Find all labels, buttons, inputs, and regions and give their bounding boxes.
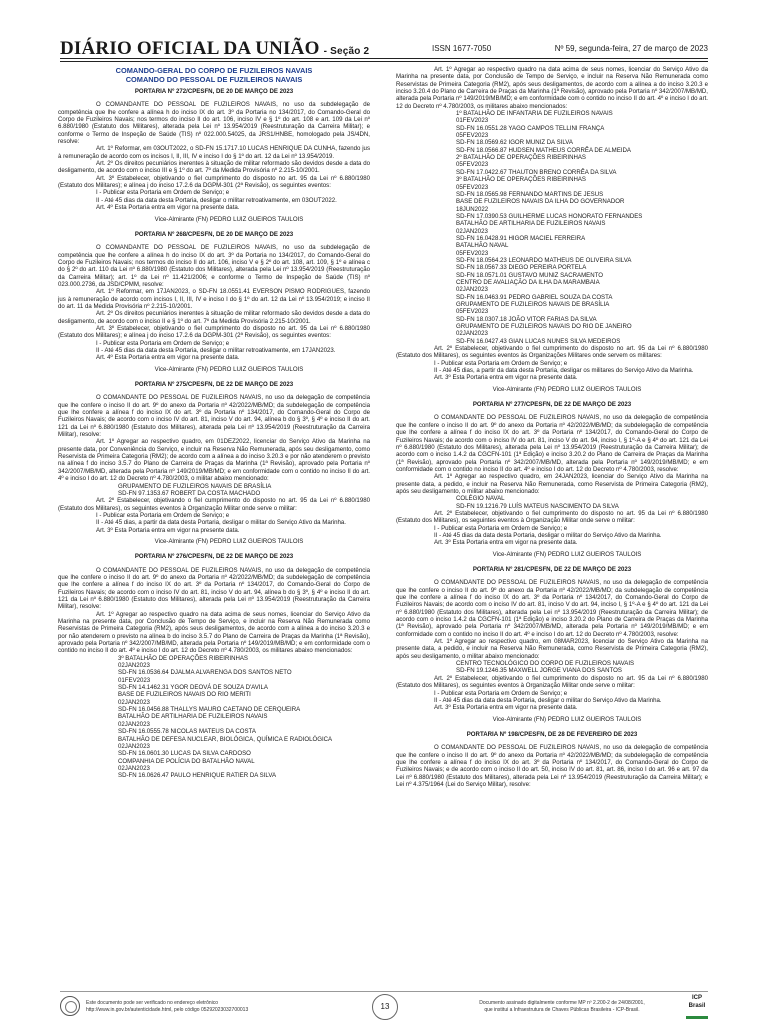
portaria-paragraph: I - Publicar esta Portaria em Ordem de Serviço; e <box>434 359 568 367</box>
portaria-paragraph: Art. 1º Reformar, em 03OUT2022, o SD-FN 15.1717.10 LUCAS HENRIQUE DA CUNHA, fazendo jus à remuneração de acordo com os incisos I, II, III, IV e inciso I do § 1º do art. 12 da Lei nº 13.954/2019. <box>58 145 370 160</box>
portaria-paragraph: Art. 1º Agregar ao respectivo quadro na data acima de seus nomes, licenciar do Serviço Ativo da Marinha na presente data, por Conclusão de Tempo de Serviço, e incluir na Reserva Não Remunerada como Reservistas de Primeira Categoria (RM2), após seus desligamentos, de acordo com a alínea a do inciso 3.20.3 e por não atenderem o previsto na alínea b do inciso 3.5.7 do Plano de Carreira de Praças da Marinha (1ª Revisão), aprovado pela Portaria nº 342/2007/MB/MD, alterada pela Portaria nº 149/2019/MB/MD; e em conformidade com o contido no inciso II do art. 4º e inciso I do art. 12 do Decreto nº 4.780/2003, os militares abaixo mencionados: <box>58 610 370 655</box>
portaria-paragraph: Art. 3º Esta Portaria entra em vigor na presente data. <box>434 704 578 712</box>
portaria-paragraph: II - Até 45 dias da data desta Portaria, desligar o militar retroativamente, em 17JAN2023. <box>96 347 336 354</box>
portaria-paragraph: SD-FN 19.1246.35 MAXWELL JORGE VIANA DOS SANTOS <box>456 667 622 675</box>
list-item: 05FEV2023 <box>456 183 489 191</box>
portaria-paragraph: Art. 2º Estabelecer, objetivando o fiel cumprimento do disposto no art. 95 da Lei nº 6.880/1980 (Estatuto dos Militares), os seguintes eventos à Organização Militar onde serve o militar: <box>58 497 370 512</box>
list-item: SD-FN 17.0390.53 GUILHERME LUCAS HONORATO FERNANDES <box>456 212 643 220</box>
page-number: 13 <box>372 994 398 1020</box>
signature-note-line: Documento assinado digitalmente conforme MP nº 2.200-2 de 24/08/2001, <box>479 1000 645 1006</box>
masthead-rule-thin <box>60 61 708 62</box>
portaria-paragraph: SD-FN 16.0626.47 PAULO HENRIQUE RATIER DA SILVA <box>118 772 277 780</box>
signature: Vice-Almirante (FN) PEDRO LUIZ GUEIROS TAULOIS <box>154 537 304 545</box>
left-column <box>58 66 370 996</box>
icp-logo-bar <box>686 1016 708 1019</box>
list-item: 02JAN2023 <box>456 227 488 235</box>
list-item: BATALHÃO DE ARTILHARIA DE FUZILEIROS NAVAIS <box>456 220 606 228</box>
signature: Vice-Almirante (FN) PEDRO LUIZ GUEIROS TAULOIS <box>154 215 304 223</box>
portaria-paragraph: II - Até 45 dias, a partir da data desta Portaria, desligar o militar do Serviço Ativo da Marinha. <box>96 519 346 527</box>
portaria-paragraph: Art. 1º Agregar ao respectivo quadro na data acima de seus nomes, licenciar do Serviço Ativo da Marinha na presente data, por Conclusão de Tempo de Serviço, e incluir na Reserva Não Remunerada como Reservistas de Primeira Categoria (RM2), após seus desligamentos, de acordo com a alínea a do inciso 3.20.3 e inciso 3.20.4 do Plano de Carreira de Praças da Marinha (1ª Revisão), aprovado pela Portaria nº 342/2007/MB/MD, alterada pela Portaria nº 149/2019/MB/MD; e em conformidade com o contido no inciso II do art. 4º e inciso I do art. 12 do Decreto nº 4.780/2003, os militares abaixo mencionados: <box>396 66 708 110</box>
portaria-paragraph: I - Publicar esta Portaria em Ordem de Serviço; e <box>96 511 230 519</box>
list-item: 05FEV2023 <box>456 249 489 257</box>
list-item: SD-FN 16.0551.28 YAGO CAMPOS TELLINI FRANÇA <box>456 124 605 132</box>
portaria-paragraph: II - Até 45 dias da data desta Portaria, desligar o militar do Serviço Ativo da Marinha. <box>434 531 662 539</box>
list-item: CENTRO DE AVALIAÇÃO DA ILHA DA MARAMBAIA <box>456 278 600 286</box>
portaria-paragraph: Art. 3º Estabelecer, objetivando o fiel cumprimento do disposto no art. 95 da Lei nº 6.880/1980 (Estatuto dos Militares); e alínea j do inciso 17.2.6 da DGPM-301 (2ª Revisão), os seguintes eventos: <box>58 174 370 190</box>
footer <box>60 994 708 1022</box>
list-item: 05FEV2023 <box>456 132 489 140</box>
portaria-paragraph: SD-FN 14.1462.31 YGOR DEOVÁ DE SOUZA D'AVILA <box>118 684 268 692</box>
continuation-closing <box>396 345 708 382</box>
portaria-paragraph: Art. 1º Agregar ao respectivo quadro, em 24JAN2023, licenciar do Serviço Ativo da Marinha na presente data, a pedido, e incluir na Reserva Não Remunerada, como Reservista de Primeira Categoria (RM2), após seu desligamento, o militar abaixo mencionado: <box>396 473 708 495</box>
portaria-paragraph: I - Publicar esta Portaria em Ordem de Serviço; e <box>434 689 568 697</box>
portaria-paragraph: O COMANDANTE DO PESSOAL DE FUZILEIROS NAVAIS, no uso da subdelegação de competência que lhe confere a alínea h do inciso IX do art. 3º da Portaria no 134/2017, do Comando-Geral do Corpo de Fuzileiros Navais; nos termos do inciso II do art. 106, inciso V e § 2º do art. 108, art. 109, § 1º e alínea c do § 2º do art. 110 da Lei nº 6.880/1980 (Estatuto dos Militares), alterada pela Lei nº 13.954/2019 (Reestruturação da Carreira Militar); art. 1º da Lei nº 11.421/2006; e conforme o Termo de Inspeção de Saúde (TIS) nº 023.000.2736, da JSD/CPMM, resolve: <box>58 244 370 288</box>
portaria-paragraph: 02JAN2023 <box>118 720 150 728</box>
signature: Vice-Almirante (FN) PEDRO LUIZ GUEIROS TAULOIS <box>154 365 304 373</box>
list-item: 02JAN2023 <box>456 286 488 294</box>
portaria-paragraph: GRUPAMENTO DE FUZILEIROS NAVAIS DE BRASÍLIA <box>118 482 272 490</box>
portaria-paragraph: COMPANHIA DE POLÍCIA DO BATALHÃO NAVAL <box>118 757 255 765</box>
icp-brasil-logo-icon <box>686 994 708 1020</box>
issn: ISSN 1677-7050 <box>432 44 492 53</box>
verification-line: Este documento pode ser verificado no endereço eletrônico <box>86 1000 219 1006</box>
footer-rule <box>60 991 708 992</box>
portaria-heading: PORTARIA Nº 272/CPESFN, DE 20 DE MARÇO DE 2023 <box>134 88 294 95</box>
list-item: SD-FN 16.0428.91 HIGOR MACIEL FERREIRA <box>456 234 586 242</box>
list-item: 01FEV2023 <box>456 117 489 125</box>
portaria-paragraph: Art. 3º Esta Portaria entra em vigor na presente data. <box>434 374 578 382</box>
org-subname: COMANDO DO PESSOAL DE FUZILEIROS NAVAIS <box>125 75 303 84</box>
portaria-paragraph: Art. 1º Reformar, em 17JAN2023, o SD-FN 18.0551.41 EVERSON PISMO RODRIGUES, fazendo jus à remuneração de acordo com incisos I, II, III, IV e inciso I do § 1º do art. 12 da Lei nº 13.954/2019; e inciso II do art. 11 da Medida Provisória nº 2.215-10/2001. <box>58 288 370 310</box>
edition-date: Nº 59, segunda-feira, 27 de março de 2023 <box>554 44 708 53</box>
portaria-paragraph: SD-FN 19.1216.79 LUÍS MATEUS NASCIMENTO DA SILVA <box>456 502 619 510</box>
portaria-paragraph: Art. 4º Esta Portaria entra em vigor na presente data. <box>96 354 240 362</box>
portaria-paragraph: II - Até 45 dias, a partir da data desta Portaria, desligar os militares do Serviço Ativo da Marinha. <box>434 367 694 375</box>
portaria-paragraph: SD-FN 97.1353.67 ROBERT DA COSTA MACHADO <box>118 489 261 497</box>
portaria-paragraph: BASE DE FUZILEIROS NAVAIS DO RIO MERITI <box>118 691 251 699</box>
coat-of-arms-icon <box>60 996 80 1016</box>
portaria-paragraph: 3º BATALHÃO DE OPERAÇÕES RIBEIRINHAS <box>118 654 249 662</box>
list-item: 1º BATALHÃO DE INFANTARIA DE FUZILEIROS NAVAIS <box>456 110 613 118</box>
gazette-name: DIÁRIO OFICIAL DA UNIÃO <box>60 38 320 59</box>
portaria-paragraph: Art. 2º Estabelecer, objetivando o fiel cumprimento do disposto no art. 95 da Lei nº 6.880/1980 (Estatuto dos Militares), os seguintes eventos à Organização Militar onde serve o militar: <box>396 509 708 525</box>
list-item: 2º BATALHÃO DE OPERAÇÕES RIBEIRINHAS <box>456 154 587 162</box>
left-portarias <box>58 88 370 780</box>
portaria-paragraph: O COMANDANTE DO PESSOAL DE FUZILEIROS NAVAIS, no uso da delegação de competência que lhe confere o inciso II do art. 9º do anexo da Portaria nº 42/2022/MB/MD; da subdelegação de competência que lhe confere a alínea f do inciso IX do art. 3º da Portaria nº 134/2017, do Comando-Geral do Corpo de Fuzileiros Navais; de acordo com o inciso IV do art. 81, inciso V do art. 94, alínea b do § 3º, § 4º e inciso II do art. 121 da Lei nº 6.880/1980 (Estatuto dos Militares), alterada pela Lei nº 13.954/2019 (Reestruturação da Carreira Militar), resolve: <box>58 394 370 439</box>
portaria-paragraph: 01FEV2023 <box>118 676 151 684</box>
portaria-paragraph: 02JAN2023 <box>118 742 150 750</box>
signature-note <box>452 1000 672 1014</box>
list-item: SD-FN 18.0307.18 JOÃO VITOR FARIAS DA SILVA <box>456 315 597 323</box>
portaria-paragraph: SD-FN 16.0536.64 DJALMA ALVARENGA DOS SANTOS NETO <box>118 669 292 677</box>
portaria-paragraph: Art. 2º Estabelecer, objetivando o fiel cumprimento do disposto no art. 95 da Lei nº 6.880/1980 (Estatuto dos Militares), os seguintes eventos às Organizações Militares onde servem os militares: <box>396 345 708 360</box>
list-item: SD-FN 18.0567.33 DIEGO PEREIRA PORTELA <box>456 264 587 272</box>
portaria-paragraph: CENTRO TECNOLÓGICO DO CORPO DE FUZILEIROS NAVAIS <box>456 660 635 668</box>
portaria-heading: PORTARIA Nº 281/CPESFN, DE 22 DE MARÇO DE 2023 <box>472 566 632 573</box>
portaria-paragraph: SD-FN 16.0456.88 THALLYS MAURO CAETANO DE CERQUEIRA <box>118 706 301 714</box>
portaria-paragraph: Art. 4º Esta Portaria entra em vigor na presente data. <box>96 204 240 212</box>
continuation-intro <box>396 66 708 110</box>
portaria-paragraph: Art. 3º Esta Portaria entra em vigor na presente data. <box>96 526 240 534</box>
continuation-list <box>396 110 708 345</box>
list-item: SD-FN 18.0571.01 GUSTAVO MUNIZ SACRAMENTO <box>456 271 603 279</box>
list-item: 02JAN2023 <box>456 330 488 338</box>
portaria-paragraph: I - Publicar esta Portaria em Ordem de Serviço; e <box>96 189 230 197</box>
portaria-paragraph: 02JAN2023 <box>118 662 150 670</box>
list-item: SD-FN 16.0463.91 PEDRO GABRIEL SOUZA DA COSTA <box>456 293 613 301</box>
list-item: 18JUN2022 <box>456 205 489 213</box>
section-label: - Seção 2 <box>323 46 370 57</box>
org-header <box>58 66 370 84</box>
portaria-paragraph: O COMANDANTE DO PESSOAL DE FUZILEIROS NAVAIS, no uso da subdelegação de competência que lhe confere a alínea h do inciso IX do art. 3º da Portaria no 134/2017, do Comando-Geral do Corpo de Fuzileiros Navais; nos termos do inciso II do art. 106, inciso IV e § 1º do art. 108 e art. 109 da Lei nº 6.880/1980 (Estatuto dos Militares), alterada pela Lei nº 13.954/2019 (Reestruturação da Carreira Militar); e conforme o Termo de Inspeção de Saúde (TIS) nº 022.000.54025, da JRS1/HNBE, homologado pela JS/4DN, resolve: <box>58 101 370 146</box>
list-item: BASE DE FUZILEIROS NAVAIS DA ILHA DO GOVERNADOR <box>456 198 625 206</box>
right-column <box>396 66 708 996</box>
portaria-paragraph: II - Até 45 dias da data desta Portaria, desligar o militar do Serviço Ativo da Marinha. <box>434 696 662 704</box>
portaria-heading: PORTARIA Nº 198/CPESFN, DE 28 DE FEVEREIRO DE 2023 <box>466 730 638 738</box>
portaria-heading: PORTARIA Nº 276/CPESFN, DE 22 DE MARÇO DE 2023 <box>134 553 294 561</box>
portaria-paragraph: O COMANDANTE DO PESSOAL DE FUZILEIROS NAVAIS, no uso da delegação de competência que lhe confere o inciso II do art. 9º do anexo da Portaria nº 42/2022/MB/MD; da subdelegação de competência que lhe confere a alínea f do inciso IX do art. 3º da Portaria nº 134/2017, do Comando-Geral do Corpo de Fuzileiros Navais; de acordo com o inciso IV do art. 81, inciso V do art. 94, inciso I, § 1º-A e § 4º do art. 121 da Lei nº 6.880/1980 (Estatuto dos Militares), alterada pela Lei nº 13.954/2019 (Reestruturação da Carreira Militar); de acordo com o inciso 1.4.2 da CGCFN-101 (1ª Edição) e inciso 3.20.2 do Plano de Carreira de Praças da Marinha (1ª Revisão), aprovado pela Portaria nº 342/2007/MB/MD, alterada pela Portaria nº 149/2019/MB/MD; e em conformidade com o contido no inciso II do art. 4º e inciso I do art. 12 do Decreto nº 4.780/2003, resolve: <box>396 414 708 473</box>
portaria-paragraph: Art. 1º Agregar ao respectivo quadro, em 08MAR2023, licenciar do Serviço Ativo da Marinha na presente data, a pedido, e incluir na Reserva Não Remunerada, como Reservista de Primeira Categoria (RM2), após seu desligamento, o militar abaixo mencionado: <box>396 638 708 660</box>
signature-note-line: que institui a Infraestrutura de Chaves Públicas Brasileira - ICP-Brasil. <box>484 1007 640 1013</box>
portaria-paragraph: SD-FN 16.0601.30 LUCAS DA SILVA CARDOSO <box>118 750 251 758</box>
portaria-paragraph: Art. 2º Os direitos pecuniários inerentes à situação de militar reformado são devidos desde a data do desligamento, de acordo com o inciso II e § 1º do art. 7º da Medida Provisória 2.215-10/2001. <box>58 310 370 325</box>
gazette-title <box>60 38 369 60</box>
list-item: GRUPAMENTO DE FUZILEIROS NAVAIS DE BRASÍLIA <box>456 301 610 308</box>
portaria-paragraph: COLÉGIO NAVAL <box>456 495 505 503</box>
list-item: SD-FN 16.0427.43 GIAN LUCAS NUNES SILVA MEDEIROS <box>456 337 621 345</box>
portaria-paragraph: II - Até 45 dias da data desta Portaria, desligar o militar retroativamente, em 03OUT2022. <box>96 196 337 204</box>
portaria-paragraph: Art. 2º Os direitos pecuniários inerentes à situação de militar reformado são devidos desde a data do desligamento, de acordo com o inciso III e § 1º do art. 7º da Medida Provisória nº 2.215-10/2001. <box>58 160 370 175</box>
list-item: SD-FN 18.0564.23 LEONARDO MATHEUS DE OLIVEIRA SILVA <box>456 256 632 264</box>
portaria-paragraph: I - Publicar esta Portaria em Ordem de Serviço; e <box>434 524 568 532</box>
portaria-paragraph: O COMANDANTE DO PESSOAL DE FUZILEIROS NAVAIS, no uso da delegação de competência que lhe confere o inciso II do art. 9º do anexo da Portaria nº 42/2022/MB/MD; da subdelegação de competência que lhe confere a alínea f do inciso IX do art. 3º da Portaria nº 134/2017, do Comando-Geral do Corpo de Fuzileiros Navais; de acordo com o inciso IV do art. 81, inciso V do art. 94, inciso I, § 1º-A e § 4º do art. 121 da Lei nº 6.880/1980 (Estatuto dos Militares), alterada pela Lei nº 13.954/2019 (Reestruturação da Carreira Militar); de acordo com o inciso 1.4.2 da CGCFN-101 (1ª Edição) e inciso 3.20.2 do Plano de Carreira de Praças da Marinha (1ª Revisão), aprovado pela Portaria nº 342/2007/MB/MD, alterada pela Portaria nº 149/2019/MB/MD; e em conformidade com o contido no inciso II do art. 4º e inciso I do art. 12 do Decreto nº 4.780/2003, resolve: <box>396 579 708 638</box>
masthead-rule <box>60 58 708 59</box>
org-name: COMANDO-GERAL DO CORPO DE FUZILEIROS NAVAIS <box>115 66 313 75</box>
portaria-paragraph: I - Publicar esta Portaria em Ordem de Serviço; e <box>96 339 230 347</box>
list-item: GRUPAMENTO DE FUZILEIROS NAVAIS DO RIO DE JANEIRO <box>456 323 632 331</box>
portaria-heading: PORTARIA Nº 275/CPESFN, DE 22 DE MARÇO DE 2023 <box>134 381 294 389</box>
verification-note <box>86 1000 248 1014</box>
signature: Vice-Almirante (FN) PEDRO LUIZ GUEIROS TAULOIS <box>492 715 642 723</box>
right-portarias <box>396 401 708 788</box>
list-item: 05FEV2023 <box>456 308 489 316</box>
list-item: 05FEV2023 <box>456 161 489 169</box>
list-item: SD-FN 18.0569.62 IGOR MUNIZ DA SILVA <box>456 139 573 147</box>
portaria-paragraph: BATALHÃO DE DEFESA NUCLEAR, BIOLÓGICA, QUÍMICA E RADIOLÓGICA <box>118 735 333 743</box>
list-item: BATALHÃO NAVAL <box>456 242 509 250</box>
portaria-paragraph: 02JAN2023 <box>118 764 150 772</box>
portaria-paragraph: SD-FN 16.0555.78 NICOLAS MATEUS DA COSTA <box>118 728 256 736</box>
portaria-paragraph: Art. 1º Agregar ao respectivo quadro, em 01DEZ2022, licenciar do Serviço Ativo da Marinha na presente data, por Conveniência do Serviço, e incluir na Reserva Não Remunerada, após seu desligamento, como Reservista de Primeira Categoria (RM2); de acordo com a alínea a do inciso 3.20.3 e por não atenderem o previsto na alínea f do inciso 3.5.7 do Plano de Carreira de Praças da Marinha (1ª Revisão), aprovado pela Portaria nº 342/2007/MB/MD, alterada pela Portaria nº 149/2019/MB/MD; e em conformidade com o contido no inciso II do art. 4º e inciso I do art. 12 do Decreto nº 4.780/2003, o militar abaixo mencionado: <box>58 438 370 483</box>
portaria-heading: PORTARIA Nº 268/CPESFN, DE 20 DE MARÇO DE 2023 <box>134 230 294 238</box>
masthead <box>60 38 708 60</box>
list-item: SD-FN 18.0566.87 HUDSEN MATHEUS CORRÊA DE ALMEIDA <box>456 146 631 154</box>
portaria-paragraph: BATALHÃO DE ARTILHARIA DE FUZILEIROS NAVAIS <box>118 713 268 721</box>
icp-logo-text: ICP <box>691 995 702 1001</box>
verification-link[interactable]: http://www.in.gov.br/autenticidade.html, pelo código 05292023032700013 <box>86 1007 249 1013</box>
signature: Vice-Almirante (FN) PEDRO LUIZ GUEIROS TAULOIS <box>492 385 642 393</box>
portaria-heading: PORTARIA Nº 277/CPESFN, DE 22 DE MARÇO DE 2023 <box>472 401 632 409</box>
portaria-paragraph: O COMANDANTE DO PESSOAL DE FUZILEIROS NAVAIS, no uso da delegação de competência que lhe confere o inciso II do art. 9º do anexo da Portaria nº 42/2022/MB/MD; da subdelegação de competência que lhe confere a alínea f do inciso IX do art. 3º da Portaria nº 134/2017, do Comando-Geral do Corpo de Fuzileiros Navais; e de acordo com o inciso II do art. 50, inciso IV do art. 81, art. 86, inciso I do art. 96 e art. 97 da Lei nº 6.880/1980 (Estatuto dos Militares), alterada pela Lei nº 13.954/2019 (Reestruturação da Carreira Militar); e Lei nº 4.375/1964 (Lei do Serviço Militar), resolve: <box>396 744 708 788</box>
icp-logo-text: Brasil <box>688 1003 706 1009</box>
list-item: SD-FN 18.0565.98 FERNANDO MARTINS DE JESUS <box>456 190 604 198</box>
list-item: SD-FN 17.0422.67 THAUTON BRENO CORRÊA DA SILVA <box>456 168 617 176</box>
portaria-paragraph: 02JAN2023 <box>118 698 150 706</box>
portaria-paragraph: Art. 3º Estabelecer, objetivando o fiel cumprimento do disposto no art. 95 da Lei nº 6.880/1980 (Estatuto dos Militares); e alínea j do inciso 17.2.6 da DGPM-301 (2ª Revisão), os seguintes eventos: <box>58 324 370 340</box>
portaria-paragraph: Art. 2º Estabelecer, objetivando o fiel cumprimento do disposto no art. 95 da Lei nº 6.880/1980 (Estatuto dos Militares), os seguintes eventos à Organização Militar onde serve o militar: <box>396 674 708 690</box>
portaria-paragraph: O COMANDANTE DO PESSOAL DE FUZILEIROS NAVAIS, no uso da delegação de competência que lhe confere o inciso II do art. 9º do anexo da Portaria nº 42/2022/MB/MD; da subdelegação de competência que lhe confere a alínea f do inciso IX do art. 3º da Portaria nº 134/2017, do Comando-Geral do Corpo de Fuzileiros Navais; de acordo com o inciso IV do art. 81, inciso V do art. 94, alínea b do § 3º, § 4º e inciso II do art. 121 da Lei nº 6.880/1980 (Estatuto dos Militares), alterada pela Lei nº 13.954/2019 (Reestruturação da Carreira Militar), resolve: <box>58 566 370 611</box>
list-item: 3º BATALHÃO DE OPERAÇÕES RIBEIRINHAS <box>456 176 587 184</box>
portaria-paragraph: Art. 3º Esta Portaria entra em vigor na presente data. <box>434 539 578 547</box>
signature: Vice-Almirante (FN) PEDRO LUIZ GUEIROS TAULOIS <box>492 550 642 558</box>
